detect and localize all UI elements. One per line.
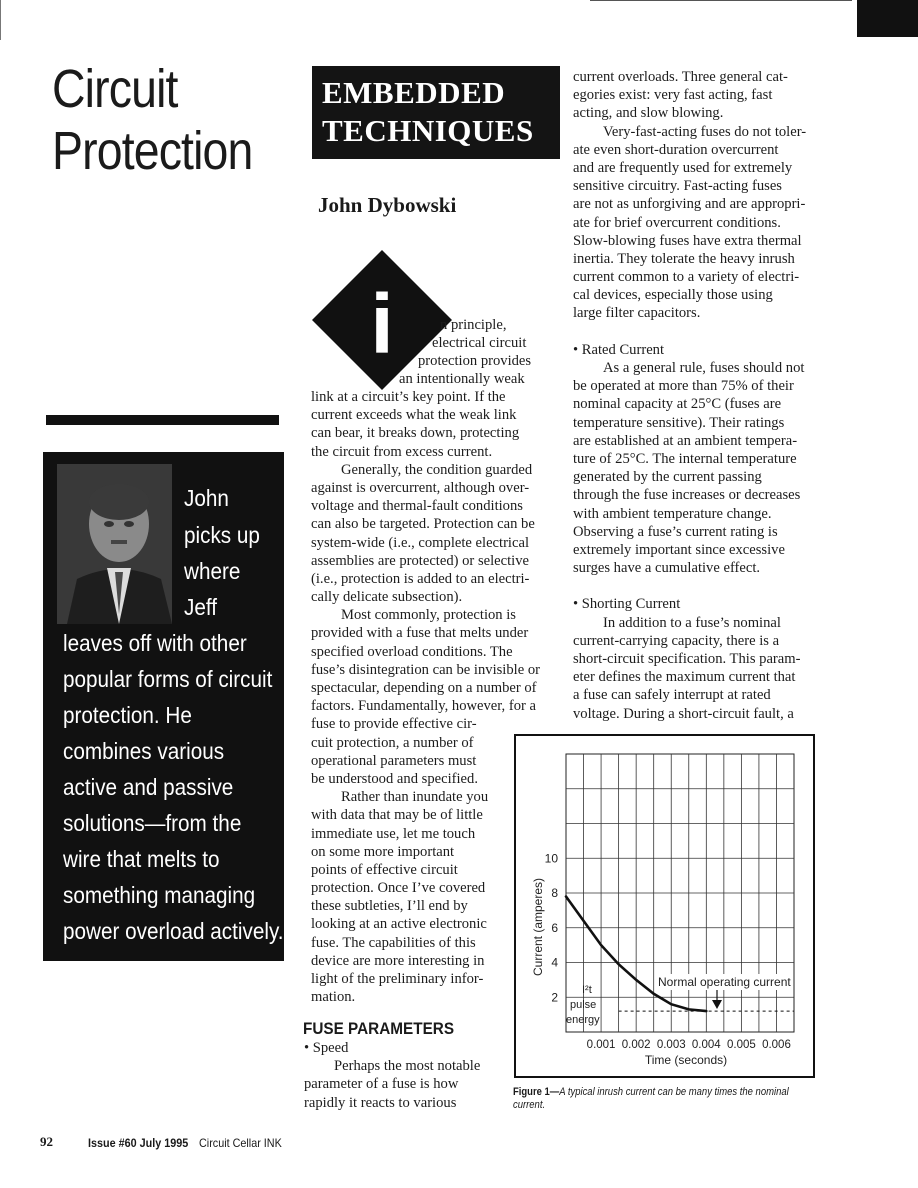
body-line: cuit protection, a number of	[311, 734, 474, 751]
y-tick-label: 2	[551, 990, 558, 1005]
body-line: voltage and thermal-fault conditions	[311, 498, 523, 515]
body-line: cal devices, especially those using	[573, 287, 773, 304]
pull-quote-line: Jeff	[184, 594, 217, 620]
pull-quote-line: something managing	[63, 882, 256, 908]
caption-text: A typical inrush current can be many times the nominal current.	[513, 1086, 789, 1111]
caption-label: Figure 1—	[513, 1086, 560, 1098]
body-line: Rather than inundate you	[341, 789, 489, 806]
pull-quote-line: John	[184, 485, 229, 511]
body-line: short-circuit specification. This param-	[573, 651, 801, 667]
x-tick-label: 0.002	[621, 1039, 651, 1051]
body-line: nominal capacity at 25°C (fuses are	[573, 396, 782, 413]
body-line: link at a circuit’s key point. If the	[311, 389, 506, 405]
title-line-1: Circuit	[52, 59, 178, 119]
body-line: Most commonly, protection is	[341, 607, 516, 624]
body-line: eter defines the maximum current that	[573, 669, 796, 686]
author-byline: John Dybowski	[318, 193, 457, 217]
y-tick-label: 10	[544, 851, 558, 866]
body-line: electrical circuit	[432, 335, 527, 351]
body-line: fuse’s disintegration can be invisible or	[311, 661, 540, 678]
body-line: sensitive circuitry. Fast-acting fuses	[573, 178, 782, 195]
body-line: current overloads. Three general cat-	[573, 69, 788, 85]
body-line: In addition to a fuse’s nominal	[603, 614, 781, 631]
figure-caption	[513, 1086, 814, 1112]
page-edge-line	[0, 0, 1, 40]
pull-quote-line: where	[184, 558, 241, 584]
body-line: protection provides	[418, 353, 532, 369]
body-line: factors. Fundamentally, however, for a	[311, 698, 536, 715]
body-line: voltage. During a short-circuit fault, a	[573, 705, 794, 722]
body-line: the circuit from excess current.	[311, 443, 493, 460]
body-line: large filter capacitors.	[573, 305, 701, 322]
article-title	[52, 58, 253, 182]
pull-quote-box	[43, 452, 284, 961]
body-column-3	[573, 68, 806, 723]
body-line: light of the preliminary infor-	[311, 971, 484, 987]
body-line: can bear, it breaks down, protecting	[311, 425, 520, 442]
body-line: these subtleties, I’ll end by	[311, 898, 468, 915]
body-line: can also be targeted. Protection can be	[311, 516, 535, 533]
body-line: Very-fast-acting fuses do not toler-	[603, 123, 807, 140]
pull-quote-line: active and passive	[63, 774, 234, 800]
body-line: immediate use, let me touch	[311, 825, 476, 842]
body-line: looking at an active electronic	[311, 916, 487, 933]
drop-cap-letter: i	[370, 277, 394, 371]
body-line: be operated at more than 75% of their	[573, 378, 794, 395]
body-line: device are more interesting in	[311, 952, 485, 969]
body-line: rapidly it reacts to various	[304, 1094, 457, 1111]
body-line: operational parameters must	[311, 752, 477, 769]
body-line: • Shorting Current	[573, 596, 681, 613]
body-line: with data that may be of little	[311, 807, 483, 824]
body-line: Generally, the condition guarded	[341, 461, 533, 478]
body-line: current common to a variety of electri-	[573, 269, 800, 286]
pull-quote-line: picks up	[184, 522, 260, 548]
y-tick-label: 4	[551, 955, 558, 970]
body-line: Slow-blowing fuses have extra thermal	[573, 232, 802, 249]
body-line: against is overcurrent, although over-	[311, 479, 530, 496]
department-line-2: TECHNIQUES	[322, 113, 534, 148]
body-line: assemblies are protected) or selective	[311, 552, 529, 569]
body-line: fuse to provide effective cir-	[311, 716, 477, 733]
pull-quote-line: wire that melts to	[63, 846, 220, 872]
x-tick-label: 0.006	[762, 1039, 791, 1051]
body-line: inertia. They tolerate the heavy inrush	[573, 250, 795, 267]
body-line-blank	[573, 577, 806, 595]
chart-grid	[566, 754, 794, 1032]
body-line: mation.	[311, 989, 356, 1006]
y-tick-label: 8	[551, 886, 558, 900]
x-tick-label: 0.001	[586, 1039, 616, 1051]
body-line: extremely important since excessive	[573, 541, 785, 558]
body-line: egories exist: very fast acting, fast	[573, 87, 773, 104]
magazine-name: Circuit Cellar INK	[199, 1136, 282, 1150]
body-line: Perhaps the most notable	[334, 1058, 481, 1075]
body-line: generated by the current passing	[573, 469, 762, 486]
corner-tab	[857, 0, 918, 37]
body-line: spectacular, depending on a number of	[311, 680, 537, 696]
body-line: are not as unforgiving and are appropri-	[573, 196, 806, 213]
body-line: be understood and specified.	[311, 770, 478, 787]
body-line: system-wide (i.e., complete electrical	[311, 534, 530, 551]
pull-quote-line: combines various	[63, 738, 225, 764]
x-tick-label: 0.005	[726, 1039, 756, 1051]
chart-curve-layer	[566, 897, 794, 1012]
figure-frame	[514, 734, 815, 1078]
body-line: parameter of a fuse is how	[304, 1076, 459, 1093]
inrush-current-chart	[516, 736, 813, 1076]
body-line: ate even short-duration overcurrent	[573, 141, 779, 158]
title-line-2: Protection	[52, 121, 253, 181]
body-line: current exceeds what the weak link	[311, 407, 517, 424]
pull-quote-line: protection. He	[63, 702, 192, 728]
body-line: through the fuse increases or decreases	[573, 487, 801, 504]
body-line-blank	[573, 323, 806, 341]
author-portrait	[57, 464, 172, 624]
body-line: n principle,	[440, 317, 507, 333]
body-line: specified overload conditions. The	[311, 643, 513, 660]
body-line: a fuse can safely interrupt at rated	[573, 687, 771, 704]
department-banner	[312, 66, 560, 159]
energy-annotation: energy	[566, 1014, 600, 1026]
section-heading: FUSE PARAMETERS	[303, 1019, 455, 1038]
pull-quote-line: solutions—from the	[63, 810, 242, 836]
body-line: an intentionally weak	[399, 371, 525, 387]
body-line: points of effective circuit	[311, 861, 458, 878]
body-line: As a general rule, fuses should not	[603, 360, 805, 376]
body-line: temperature sensitive). Their ratings	[573, 414, 785, 431]
pulse-annotation: pulse	[570, 999, 597, 1011]
pull-quote-line: leaves off with other	[63, 630, 247, 656]
body-line: • Rated Current	[573, 341, 665, 358]
down-arrow-icon	[712, 990, 722, 1009]
body-line: with ambient temperature change.	[573, 505, 772, 522]
body-line: fuse. The capabilities of this	[311, 934, 476, 951]
pull-quote-line: power overload actively.	[63, 918, 284, 944]
y-axis-label: Current (amperes)	[531, 877, 545, 977]
issue-info: Issue #60 July 1995	[88, 1136, 189, 1150]
body-line: Observing a fuse’s current rating is	[573, 523, 778, 540]
x-tick-label: 0.003	[656, 1039, 686, 1051]
department-line-1: EMBEDDED	[322, 75, 506, 110]
body-line: • Speed	[304, 1040, 349, 1056]
body-line: cally delicate subsection).	[311, 589, 463, 606]
body-column-2-speed	[304, 1039, 480, 1112]
y-tick-label: 6	[551, 920, 558, 935]
body-line: surges have a cumulative effect.	[573, 560, 761, 577]
body-line: ture of 25°C. The internal temperature	[573, 450, 797, 467]
body-column-2	[311, 388, 540, 1006]
normal-current-annotation: Normal operating current	[658, 975, 791, 989]
body-line: current-carrying capacity, there is a	[573, 632, 780, 649]
section-rule	[46, 415, 279, 425]
body-line: on some more important	[311, 843, 455, 860]
top-rule	[590, 0, 852, 1]
body-line: protection. Once I’ve covered	[311, 880, 486, 897]
x-tick-label: 0.004	[691, 1039, 721, 1051]
body-line: acting, and slow blowing.	[573, 105, 724, 122]
body-line: (i.e., protection is added to an electri-	[311, 570, 530, 587]
body-line: provided with a fuse that melts under	[311, 625, 529, 642]
page-number: 92	[40, 1134, 53, 1149]
pull-quote-line: popular forms of circuit	[63, 666, 273, 692]
body-line: are established at an ambient tempera-	[573, 432, 798, 449]
i2t-annotation: I²t	[582, 984, 592, 996]
x-axis-label: Time (seconds)	[644, 1053, 728, 1067]
body-line: ate for brief overcurrent conditions.	[573, 214, 781, 231]
body-line: and are frequently used for extremely	[573, 159, 793, 176]
